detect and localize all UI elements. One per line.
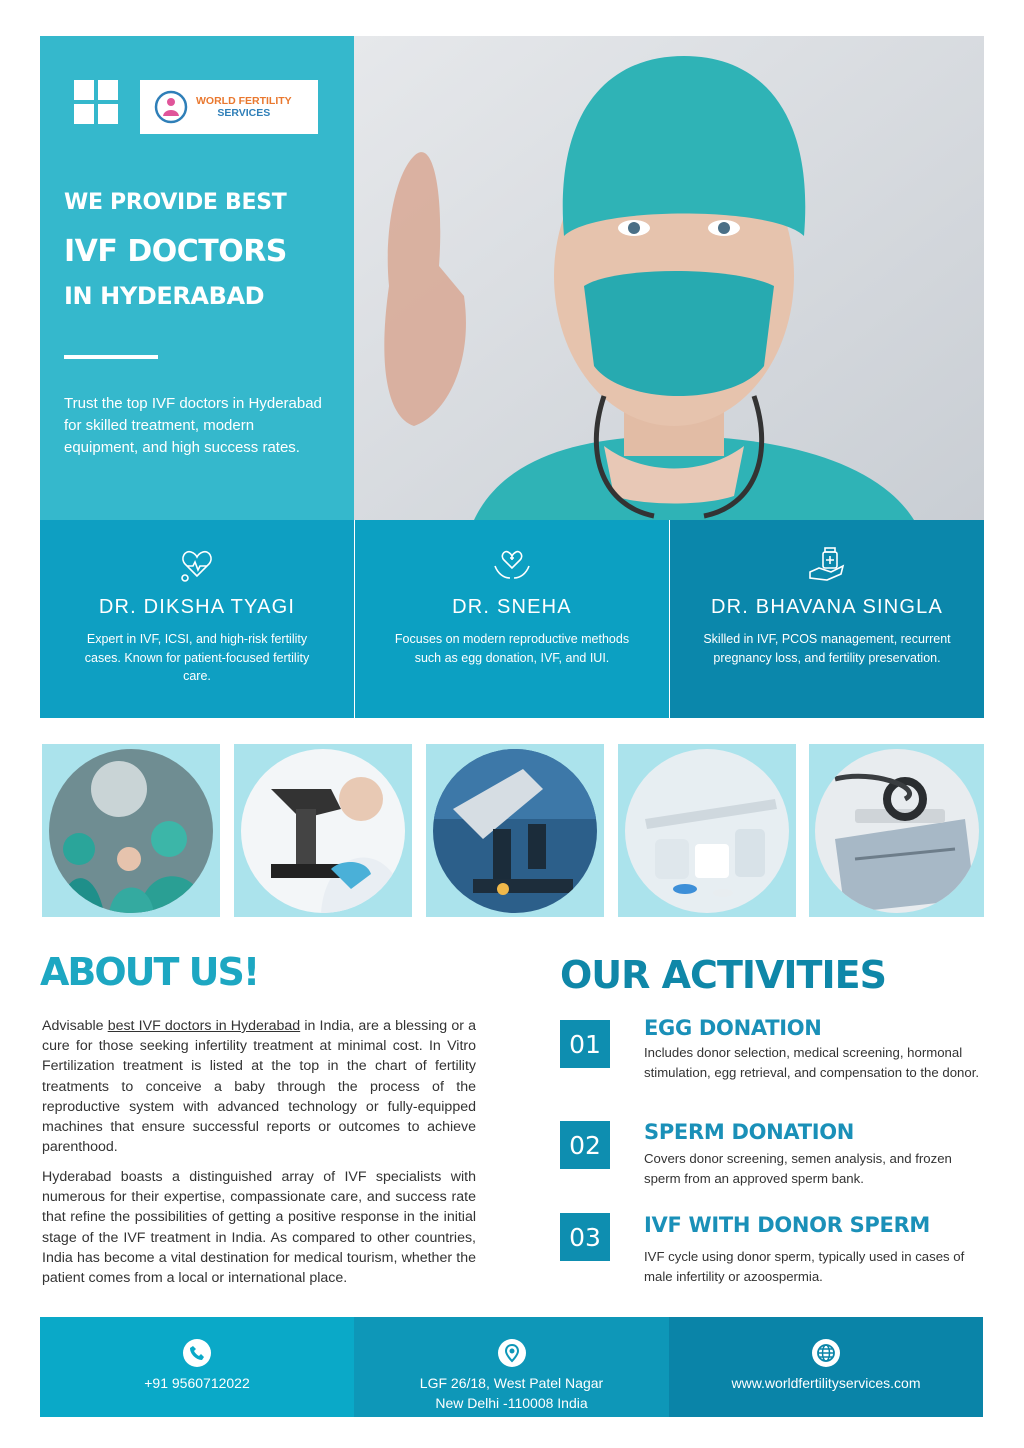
- doctor-card-diksha-tyagi[interactable]: [40, 520, 354, 718]
- photo-vials-syringe: [618, 744, 796, 917]
- about-title: ABOUT US!: [40, 950, 259, 994]
- globe-icon: [812, 1339, 840, 1367]
- brand-line-2: SERVICES: [217, 107, 271, 119]
- footer-website[interactable]: [669, 1317, 983, 1417]
- phone-number: +91 9560712022: [144, 1375, 250, 1391]
- doctor-name: DR. SNEHA: [452, 596, 572, 618]
- photo-scientist-microscope: [234, 744, 412, 917]
- brand-logo[interactable]: [140, 80, 318, 134]
- heart-in-hands-icon: [492, 544, 532, 584]
- heart-stethoscope-icon: [177, 544, 217, 584]
- activity-title: EGG DONATION: [644, 1016, 822, 1040]
- activity-title: IVF WITH DONOR SPERM: [644, 1213, 931, 1237]
- address-line-2: New Delhi -110008 India: [435, 1395, 588, 1411]
- brand-line-1: WORLD FERTILITY: [196, 95, 292, 107]
- phone-icon: [183, 1339, 211, 1367]
- doctor-description: Skilled in IVF, PCOS management, recurrent pregnancy loss, and fertility preservation.: [703, 632, 951, 665]
- doctor-name: DR. DIKSHA TYAGI: [98, 596, 296, 618]
- activity-number: 02: [560, 1121, 610, 1169]
- about-text: in India, are a blessing or a cure for those seeking infertility treatment at minimal cost. In Vitro Fertilization treatment is listed at the top in the chart of fertility treatments to conceive a baby through the process of the reproductive system with advanced technology or fully-equipped machines that ensure successful reports or outcomes to achieve parenthood.: [42, 1018, 476, 1156]
- activity-number: 01: [560, 1020, 610, 1068]
- medicine-hand-icon: [807, 544, 847, 584]
- location-pin-icon: [498, 1339, 526, 1367]
- about-paragraph-2: Hyderabad boasts a distinguished array of IVF specialists with numerous for their expertise, compassionate care, and success rate that refine the possibilities of getting a positive response in the initial stage of the IVF treatment in India. As compared to other countries, India has become a vital destination for medical tourism, whether the patient comes from a local or international place.: [42, 1169, 476, 1287]
- doctor-card-bhavana-singla[interactable]: [670, 520, 984, 718]
- doctor-description: Expert in IVF, ICSI, and high-risk fertility cases. Known for patient-focused fertility care.: [84, 632, 310, 683]
- about-paragraph-1: [42, 1016, 476, 1157]
- activities-title: OUR ACTIVITIES: [560, 953, 886, 997]
- footer-address[interactable]: [354, 1317, 669, 1417]
- activity-description: Includes donor selection, medical screening, hormonal stimulation, egg retrieval, and compensation to the donor.: [644, 1045, 980, 1080]
- about-text: Advisable: [42, 1018, 108, 1034]
- mother-child-icon: [154, 90, 188, 124]
- doctor-name: DR. BHAVANA SINGLA: [710, 596, 944, 618]
- hero-pre-title: WE PROVIDE BEST: [64, 190, 287, 215]
- best-ivf-doctors-link[interactable]: best IVF doctors in Hyderabad: [107, 1018, 301, 1034]
- footer-phone[interactable]: [40, 1317, 354, 1417]
- doctor-card-sneha[interactable]: [355, 520, 669, 718]
- hero-subtitle: IN HYDERABAD: [64, 282, 265, 310]
- doctor-description: Focuses on modern reproductive methods such as egg donation, IVF, and IUI.: [394, 632, 630, 665]
- brand-name: [196, 95, 292, 119]
- website-link[interactable]: www.worldfertilityservices.com: [731, 1375, 921, 1391]
- address-line-1: LGF 26/18, West Patel Nagar: [419, 1375, 604, 1391]
- activity-title: SPERM DONATION: [644, 1120, 855, 1144]
- address-text: [354, 1373, 669, 1413]
- photo-surgery-team: [42, 744, 220, 917]
- activity-number: 03: [560, 1213, 610, 1261]
- surgeon-thumbs-up-photo: [354, 36, 984, 520]
- photo-microscope-closeup: [426, 744, 604, 917]
- activity-description: Covers donor screening, semen analysis, and frozen sperm from an approved sperm bank.: [644, 1151, 952, 1186]
- hero-title: IVF DOCTORS: [64, 234, 287, 269]
- hero-divider: [64, 355, 158, 359]
- photo-stethoscope-clipboard: [809, 744, 984, 917]
- activity-description: IVF cycle using donor sperm, typically used in cases of male infertility or azoospermia.: [644, 1249, 965, 1284]
- grid-logo-icon: [74, 80, 118, 124]
- hero-description: Trust the top IVF doctors in Hyderabad for skilled treatment, modern equipment, and high success rates.: [64, 395, 322, 456]
